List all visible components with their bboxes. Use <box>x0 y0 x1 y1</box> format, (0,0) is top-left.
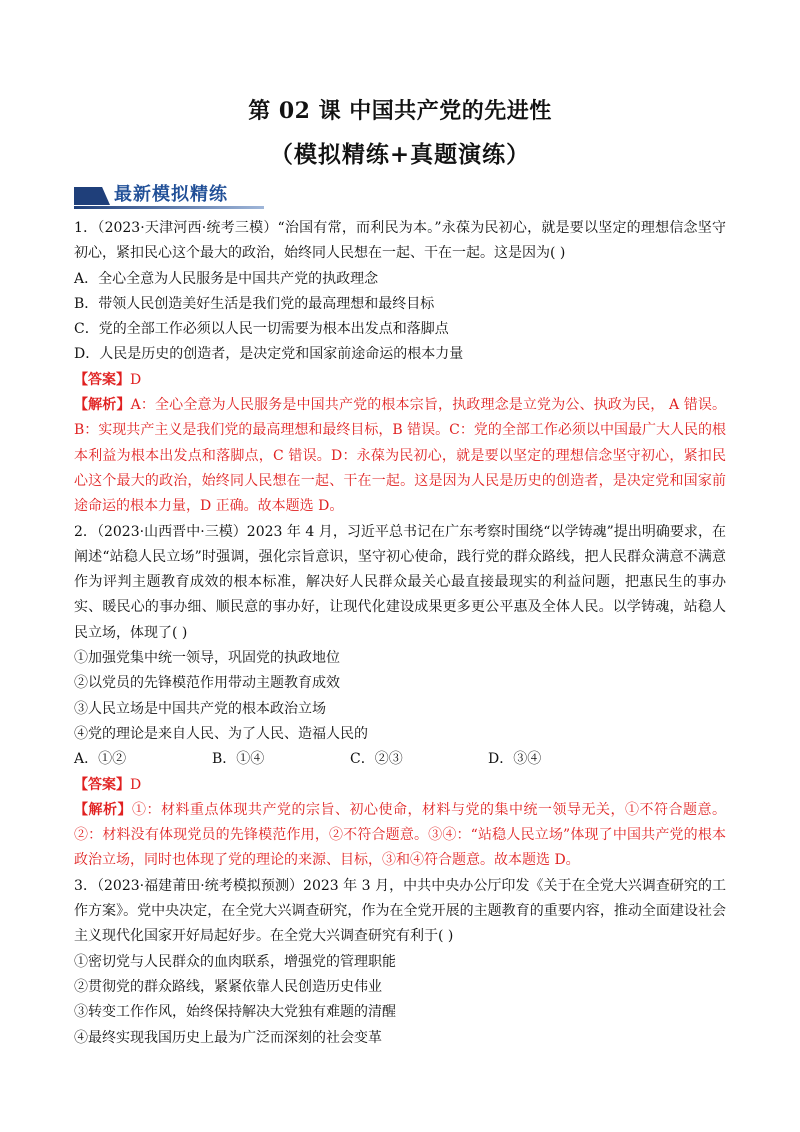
q3-item-3: ③转变工作作风，始终保持解决大党独有难题的清醒 <box>74 1004 396 1021</box>
section-underline <box>74 206 264 209</box>
answer-tag: 【答案】 <box>74 776 130 793</box>
answer-value: D <box>130 776 142 793</box>
question-content <box>74 216 726 1051</box>
section-bar-icon <box>74 187 110 205</box>
q2-choice-c: C．②③ <box>350 751 403 768</box>
q2-answer <box>74 773 726 798</box>
lesson-title: 第 02 课 中国共产党的先进性 <box>248 98 552 124</box>
section-header <box>74 181 264 209</box>
q2-choice-d: D．③④ <box>488 751 542 768</box>
q1-option-c: C．党的全部工作必须以人民一切需要为根本出发点和落脚点 <box>74 321 449 338</box>
answer-tag: 【答案】 <box>74 371 130 388</box>
analysis-tag: 【解析】 <box>74 801 132 818</box>
q3-item-2: ②贯彻党的群众路线，紧紧依靠人民创造历史伟业 <box>74 978 382 995</box>
q2-item-3: ③人民立场是中国共产党的根本政治立场 <box>74 700 326 717</box>
q1-option-a: A．全心全意为人民服务是中国共产党的执政理念 <box>74 270 379 287</box>
q2-analysis <box>74 798 726 874</box>
q1-option-d: D．人民是历史的创造者，是决定党和国家前途命运的根本力量 <box>74 346 464 363</box>
q2-item-4: ④党的理论是来自人民、为了人民、造福人民的 <box>74 725 368 742</box>
q3-item-4: ④最终实现我国历史上最为广泛而深刻的社会变革 <box>74 1029 382 1046</box>
q2-choice-b: B．①④ <box>212 751 265 768</box>
analysis-tag: 【解析】 <box>74 397 131 414</box>
q2-item-2: ②以党员的先锋模范作用带动主题教育成效 <box>74 675 340 692</box>
lesson-subtitle: （模拟精练+真题演练） <box>269 141 531 168</box>
q3-stem: 3．（2023·福建莆田·统考模拟预测）2023 年 3 月，中共中央办公厅印发《关于在全党大兴调查研究的工作方案》。党中央决定，在全党大兴调查研究，作为在全党开展的主题教育的重要内容，推动全面建设社会主义现代化国家开好局起好步。在全党大兴调查研究有利于( ) <box>74 877 726 945</box>
section-label: 最新模拟精练 <box>114 184 228 205</box>
q2-item-1: ①加强党集中统一领导，巩固党的执政地位 <box>74 650 340 667</box>
q1-stem: 1．（2023·天津河西·统考三模）“治国有常，而利民为本。”永葆为民初心，就是要以坚定的理想信念坚守初心，紧扣民心这个最大的政治，始终同人民想在一起、干在一起。这是因为( ) <box>74 220 726 262</box>
q1-answer <box>74 368 726 393</box>
q1-option-b: B．带领人民创造美好生活是我们党的最高理想和最终目标 <box>74 295 435 312</box>
analysis-text: ①：材料重点体现共产党的宗旨、初心使命，材料与党的集中统一领导无关，①不符合题意。②：材料没有体现党员的先锋模范作用，②不符合题意。③④：“站稳人民立场”体现了中国共产党的根本政治立场，同时也体现了党的理论的来源、目标，③和④符合题意。故本题选 D。 <box>74 801 726 869</box>
q2-stem: 2．（2023·山西晋中·三模）2023 年 4 月，习近平总书记在广东考察时围绕“以学铸魂”提出明确要求，在阐述“站稳人民立场”时强调，强化宗旨意识，坚守初心使命，践行党的群众路线，把人民群众满意不满意作为评判主题教育成效的根本标准，解决好人民群众最关心最直接最现实的利益问题，把惠民生的事办实、暖民心的事办细、顺民意的事办好，让现代化建设成果更多更公平惠及全体人民。以学铸魂，站稳人民立场，体现了( ) <box>74 523 726 641</box>
answer-value: D <box>130 371 142 388</box>
q2-choices <box>74 747 726 772</box>
analysis-text: A：全心全意为人民服务是中国共产党的根本宗旨，执政理念是立党为公、执政为民， A 错误。B：实现共产主义是我们党的最高理想和最终目标，B 错误。C：党的全部工作必须以中国最广大人民的根本利益为根本出发点和落脚点，C 错误。D：永葆为民初心，就是要以坚定的理想信念坚守初心，紧扣民心这个最大的政治，始终同人民想在一起、干在一起。这是因为人民是历史的创造者，是决定党和国家前途命运的根本力量，D 正确。故本题选 D。 <box>74 397 727 515</box>
q2-choice-a: A．①② <box>74 751 127 768</box>
q1-analysis <box>74 393 726 519</box>
q3-item-1: ①密切党与人民群众的血肉联系，增强党的管理职能 <box>74 953 396 970</box>
